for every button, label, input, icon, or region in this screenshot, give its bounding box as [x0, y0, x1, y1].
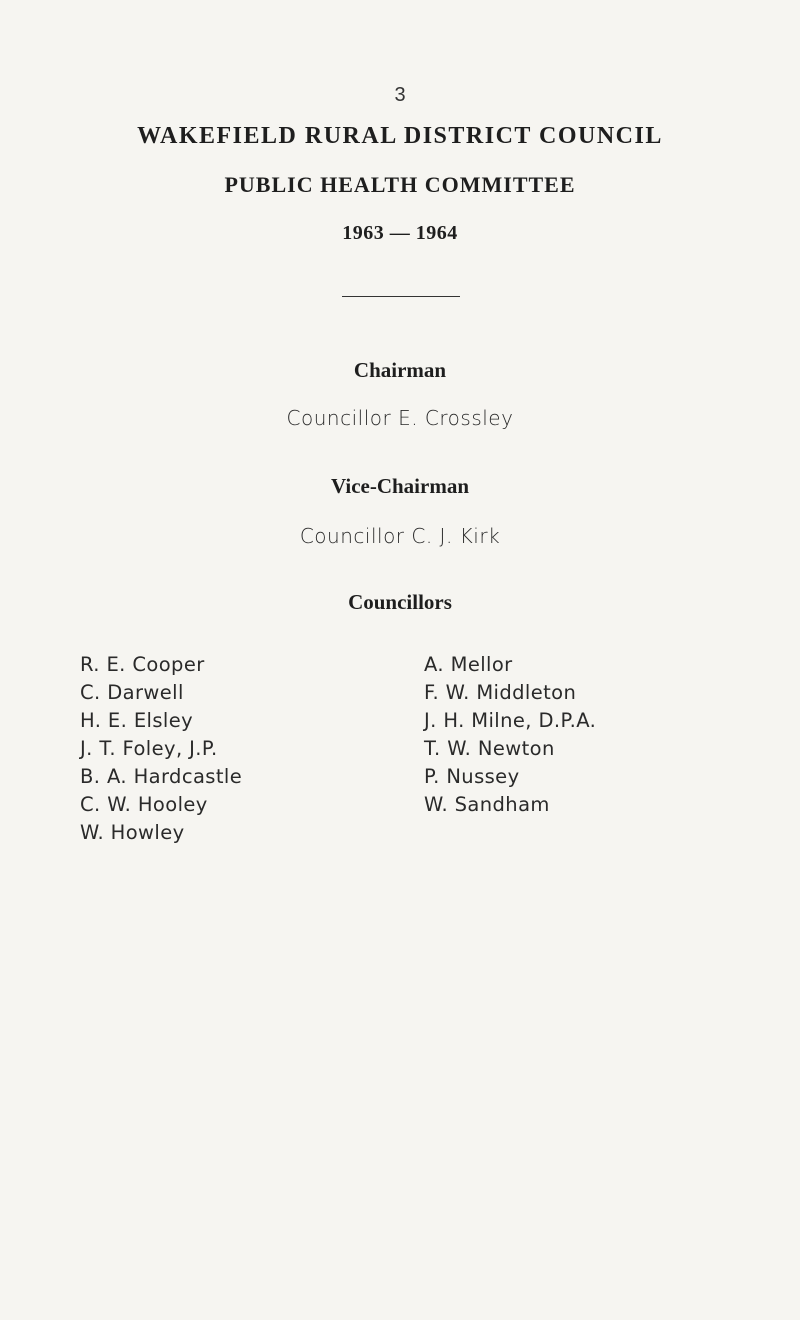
councillor-name: W. Howley	[80, 821, 185, 844]
term-years: 1963 — 1964	[342, 222, 458, 244]
divider-rule	[342, 296, 460, 297]
committee-title: PUBLIC HEALTH COMMITTEE	[224, 172, 576, 197]
councillor-name: H. E. Elsley	[80, 709, 194, 732]
councillor-name: T. W. Newton	[424, 737, 555, 760]
councillor-name: W. Sandham	[424, 793, 550, 816]
councillor-name: J. H. Milne, D.P.A.	[424, 709, 597, 732]
councillors-list-left	[80, 651, 242, 847]
chairman-heading: Chairman	[353, 358, 447, 382]
chairman-name: Councillor E. Crossley	[286, 406, 514, 430]
councillor-name: F. W. Middleton	[424, 681, 577, 704]
vice-chairman-name: Councillor C. J. Kirk	[299, 524, 501, 548]
councillor-name: B. A. Hardcastle	[80, 765, 243, 788]
vice-chairman-heading: Vice-Chairman	[330, 474, 470, 498]
councillor-name: A. Mellor	[424, 653, 513, 676]
councillor-name: R. E. Cooper	[80, 653, 205, 676]
councillor-name: P. Nussey	[424, 765, 520, 788]
page-number: 3	[394, 84, 406, 106]
councillors-list-right	[424, 651, 596, 819]
councillors-heading: Councillors	[348, 590, 452, 614]
councillor-name: J. T. Foley, J.P.	[80, 737, 218, 760]
councillor-name: C. W. Hooley	[80, 793, 208, 816]
councillor-name: C. Darwell	[80, 681, 184, 704]
council-title: WAKEFIELD RURAL DISTRICT COUNCIL	[137, 123, 663, 149]
